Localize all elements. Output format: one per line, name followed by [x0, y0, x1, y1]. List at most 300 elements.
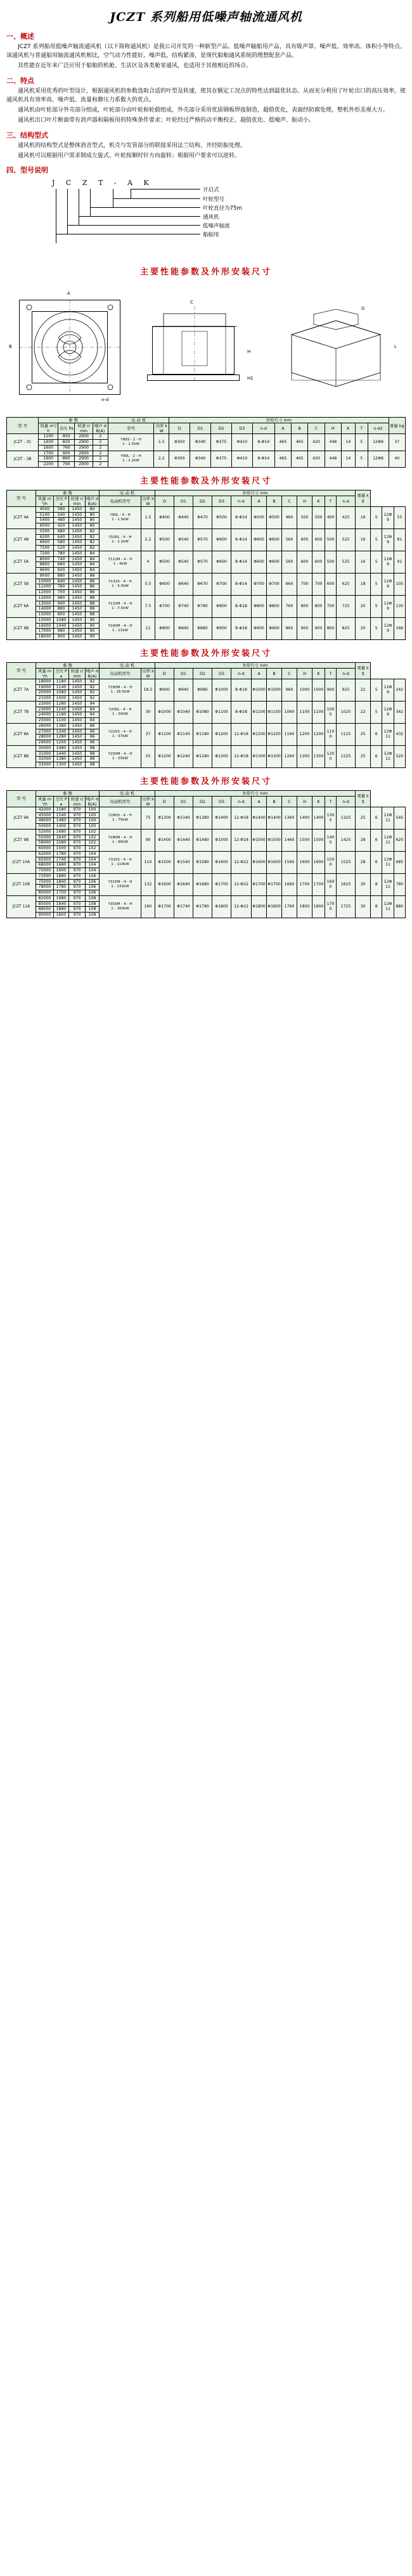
cell: 94	[86, 707, 100, 712]
cell: 1600	[39, 445, 58, 451]
cell: 970	[69, 862, 86, 868]
cell-dim: Φ600	[267, 529, 282, 551]
cell: 420	[308, 434, 325, 451]
table-row	[7, 451, 406, 456]
cell: 5	[355, 434, 368, 451]
cell: 5	[355, 451, 368, 467]
cell-dim: 1600	[325, 873, 337, 895]
cell-dim: Φ640	[174, 573, 193, 595]
cell: 102	[86, 829, 100, 835]
cell-dim: 25	[356, 807, 371, 829]
cell-dim: 12-Φ18	[231, 745, 252, 767]
cell-dim: Φ800	[267, 595, 282, 617]
cell-dim: 6	[371, 745, 382, 767]
cell: 1340	[54, 729, 69, 734]
cell: 1450	[69, 701, 86, 707]
cell: 6200	[36, 534, 54, 540]
cell: 18000	[36, 634, 54, 640]
cell: 90	[86, 623, 100, 629]
cell-dim: Φ1500	[212, 829, 231, 851]
cell-dim: 12Φ9	[382, 679, 394, 701]
cell-dim: Φ600	[155, 573, 174, 595]
cell: Φ300	[169, 451, 190, 467]
cell: 12000	[36, 595, 54, 601]
cell-dim: Φ900	[155, 679, 174, 701]
cell-dim: 12-Φ18	[231, 723, 252, 745]
cell-dim: 700	[325, 595, 337, 617]
cell: 1450	[69, 612, 86, 618]
cell: 1900	[39, 456, 58, 462]
cell-dim: Φ600	[212, 529, 231, 551]
th-D2: D2	[193, 496, 212, 506]
drawing-side-detail	[147, 306, 242, 382]
cell-dim: 5	[371, 573, 382, 595]
cell: 1450	[69, 601, 86, 606]
cell-dim: 1760	[282, 895, 297, 918]
cell-dim: 12Φ11	[382, 873, 394, 895]
cell-dim: Φ1000	[252, 679, 267, 701]
cell-dim: Φ1200	[212, 723, 231, 745]
th-D1: D1	[174, 796, 193, 807]
cell: 88	[86, 595, 100, 601]
cell: 80	[86, 512, 100, 518]
th-D: D	[155, 796, 174, 807]
table-row	[7, 617, 406, 623]
th-转速r/min: 转速 r/min	[69, 796, 86, 807]
cell-dim: 1060	[282, 701, 297, 723]
cell: 1450	[69, 579, 86, 584]
cell: 800	[54, 612, 69, 618]
cell-dim: Φ1000	[267, 679, 282, 701]
cell: 820	[58, 440, 75, 445]
cell: 448	[325, 451, 341, 467]
cell-dim: Φ540	[174, 529, 193, 551]
cell-dim: 1300	[297, 745, 312, 767]
cell-dim: Φ1300	[267, 745, 282, 767]
cell: 106	[86, 890, 100, 896]
th-参数: 参 数	[36, 490, 100, 496]
cell: 1450	[69, 762, 86, 768]
cell-dim: 242	[394, 679, 405, 701]
cell-dim: Φ800	[212, 595, 231, 617]
cell-dim: 12Φ9	[382, 506, 394, 529]
th-重量kg: 重量 kg	[356, 790, 371, 807]
th-D3: D3	[212, 796, 231, 807]
cell-dim: 1700	[325, 895, 337, 918]
spec-table-3	[6, 662, 406, 768]
cell: 970	[69, 885, 86, 890]
th-功率kW: 功率 kW	[142, 796, 154, 807]
th-A: A	[252, 496, 267, 506]
th-D2: D2	[211, 423, 232, 434]
drawing-label-K: L	[394, 344, 397, 350]
cell: 1450	[69, 757, 86, 762]
cell-model: JCZT 4A	[7, 506, 36, 529]
cell: 1700	[54, 890, 69, 896]
cell-dim: Φ440	[174, 506, 193, 529]
cell-dim: 30	[356, 873, 371, 895]
cell-dim: 5	[371, 595, 382, 617]
cell-model: JCZT 9B	[7, 829, 36, 851]
cell: 1450	[69, 506, 86, 512]
cell: 1400	[39, 440, 58, 445]
cell-dim: 600	[297, 551, 312, 573]
cell-dim: 18	[356, 573, 371, 595]
cell: 1300	[54, 762, 69, 768]
th-speed: 转速 r/min	[75, 423, 93, 434]
cell: 1580	[54, 807, 69, 812]
cell-dim: Φ500	[155, 551, 174, 573]
th-型号: 型 号	[7, 490, 36, 506]
cell-dim: Φ700	[212, 573, 231, 595]
cell: 1450	[69, 568, 86, 574]
cell-dim: 22	[356, 679, 371, 701]
th-全压Pa: 全压 Pa	[54, 796, 69, 807]
cell: Φ300	[169, 434, 190, 451]
cell-dim: Φ1180	[193, 723, 212, 745]
th-K: K	[312, 668, 325, 679]
cell: 1450	[69, 679, 86, 684]
section-heading-structure: 三、结构型式	[6, 131, 48, 139]
cell: 1450	[69, 745, 86, 751]
cell: 1450	[69, 623, 86, 629]
cell: 1450	[69, 518, 86, 523]
cell: 970	[69, 868, 86, 874]
cell-dim: 600	[312, 551, 325, 573]
cell-dim: Φ1100	[212, 701, 231, 723]
cell-dim: Φ900	[212, 617, 231, 639]
cell-dim: 900	[297, 617, 312, 639]
table-row	[7, 807, 406, 812]
cell-power: 1.5	[141, 506, 155, 529]
cell-dim: Φ1480	[193, 829, 212, 851]
cell-dim: 780	[394, 873, 405, 895]
cell-dim: Φ1340	[174, 807, 193, 829]
cell-dim: 1360	[282, 807, 297, 829]
cell-dim: Φ1100	[267, 701, 282, 723]
cell-dim: 1100	[325, 723, 337, 745]
cell-dim: 860	[282, 617, 297, 639]
cell: 1450	[69, 740, 86, 746]
cell-dim: Φ600	[252, 551, 267, 573]
cell-dim: 800	[312, 595, 325, 617]
cell: 15000	[36, 617, 54, 623]
cell-power: 55	[141, 745, 155, 767]
cell-dim: 12Φ11	[382, 807, 394, 829]
cell: 102	[86, 840, 100, 846]
cell: 102	[86, 846, 100, 852]
cell-dim: 28	[356, 829, 371, 851]
cell-dim: Φ570	[193, 529, 212, 551]
cell-dim: Φ1300	[212, 745, 231, 767]
cell: 1450	[69, 534, 86, 540]
cell: 86	[86, 584, 100, 590]
cell: 1450	[69, 729, 86, 734]
cell: 1.5	[154, 434, 169, 451]
cell: 1450	[69, 751, 86, 757]
cell-dim: 25	[356, 723, 371, 745]
cell: Φ410	[231, 434, 252, 451]
cell-dim: 91	[394, 551, 405, 573]
cell: 480	[54, 518, 69, 523]
th-D1: D1	[174, 668, 193, 679]
cell: 1450	[69, 584, 86, 590]
cell-dim: Φ500	[155, 529, 174, 551]
th-A: A	[274, 423, 291, 434]
cell-dim: Φ500	[212, 506, 231, 529]
cell: 1450	[69, 707, 86, 712]
cell: 90	[86, 634, 100, 640]
cell: 2	[93, 440, 108, 445]
cell-dim: Φ1280	[193, 745, 212, 767]
cell: 900	[58, 451, 75, 456]
cell: 70000	[36, 868, 54, 874]
cell: 108	[86, 901, 100, 907]
cell-dim: Φ1500	[267, 829, 282, 851]
cell-dim: 55	[394, 506, 405, 529]
cell: 14	[341, 434, 355, 451]
model-label-3: 通风机	[203, 214, 219, 221]
cell: 600	[54, 568, 69, 574]
cell: 16000	[36, 623, 54, 629]
cell-dim: Φ1000	[155, 701, 174, 723]
cell: 1450	[69, 540, 86, 546]
cell: 86	[86, 579, 100, 584]
th-n-d: n-d	[231, 796, 252, 807]
cell-dim: 12-Φ18	[231, 807, 252, 829]
cell-power: 18.5	[141, 679, 155, 701]
th-D3: D3	[212, 496, 231, 506]
cell-model: JCZT 6A	[7, 595, 36, 617]
th-noise: 噪声 dB(A)	[93, 423, 108, 434]
th-B: B	[267, 496, 282, 506]
cell: 680	[54, 562, 69, 568]
cell: 1380	[54, 757, 69, 762]
cell-dim: Φ1100	[155, 723, 174, 745]
cell: 1080	[54, 690, 69, 696]
features-paragraph-2: 通风机由叶轮部分外壳部分组成，叶轮部分由叶轮和轮毂组成，外壳部分采用优质钢板焊接制造，超值优化，表面经防腐处理，整机外形美观大方。	[18, 106, 389, 113]
cell-power: 30	[141, 701, 155, 723]
cell: 860	[58, 456, 75, 462]
cell-dim: Φ780	[193, 595, 212, 617]
cell: 580	[54, 506, 69, 512]
cell-dim: Φ1800	[267, 895, 282, 918]
cell-dim: Φ1400	[267, 807, 282, 829]
th-电动机: 电 动 机	[100, 790, 155, 796]
cell: 104	[86, 857, 100, 862]
cell-power: 110	[141, 851, 155, 873]
cell-model: JCZT 8A	[7, 723, 36, 745]
cell: 1450	[69, 617, 86, 623]
cell-dim: Φ1100	[252, 701, 267, 723]
cell: 32000	[36, 757, 54, 762]
cell-motor: Y200L - 4 - H 1 - 30kW	[100, 701, 141, 723]
cell-dim: 525	[337, 529, 356, 551]
cell-dim: 130	[394, 595, 405, 617]
cell-power: 7.5	[141, 595, 155, 617]
th-电动机型号: 电动机型号	[100, 496, 141, 506]
th-D2: D2	[193, 796, 212, 807]
cell: 31000	[36, 751, 54, 757]
cell: 48000	[36, 818, 54, 824]
cell: 5100	[36, 512, 54, 518]
cell: 420	[54, 523, 69, 529]
cell-motor: Y355M - 4 - H 1 - 160kW	[100, 895, 141, 918]
cell-dim: Φ600	[252, 529, 267, 551]
cell-dim: 600	[312, 529, 325, 551]
cell: 1780	[54, 851, 69, 857]
cell: 1100	[54, 718, 69, 724]
cell-dim: 12Φ9	[382, 617, 394, 639]
cell: 96	[86, 734, 100, 740]
cell-dim: 1225	[337, 745, 356, 767]
cell-dim: Φ840	[174, 617, 193, 639]
drawing-plan-circles	[19, 300, 120, 395]
cell-model: JCZT 11A	[7, 895, 36, 918]
th-n-d: n-d	[231, 668, 252, 679]
cell-model: JCZT 5B	[7, 573, 36, 595]
th-A: A	[252, 796, 267, 807]
cell-dim: 425	[337, 506, 356, 529]
cell-dim: 700	[312, 573, 325, 595]
cell: 1450	[69, 590, 86, 596]
cell-dim: 1200	[297, 723, 312, 745]
cell: 88	[86, 612, 100, 618]
cell: 92	[86, 690, 100, 696]
cell: 900	[54, 634, 69, 640]
cell-dim: Φ1580	[193, 851, 212, 873]
cell-dim: Φ540	[174, 551, 193, 573]
cell: 8800	[36, 562, 54, 568]
cell-dim: Φ1500	[252, 829, 267, 851]
cell-dim: 685	[394, 851, 405, 873]
cell-dim: 1460	[282, 829, 297, 851]
cell: 86	[86, 573, 100, 579]
cell-dim: 166	[394, 617, 405, 639]
cell-motor: Y315S - 4 - H 1 - 110kW	[100, 851, 141, 873]
structure-paragraph-1: 通风机的结构型式是整体消音型式，机壳与发管部分的联接采用法兰结构，并经防振处理。	[18, 142, 247, 149]
th-噪声dB(A): 噪声 dB(A)	[86, 496, 98, 506]
cell: 1500	[54, 846, 69, 852]
cell-dim: Φ700	[267, 573, 282, 595]
cell: 2	[93, 445, 108, 451]
cell: 1400	[54, 824, 69, 830]
table-row	[7, 723, 406, 729]
cell-dim: 1325	[337, 807, 356, 829]
th-参数: 参 数	[36, 662, 100, 668]
cell: 5500	[36, 529, 54, 534]
cell-model: JCZT 6B	[7, 617, 36, 639]
cell-power: 5.5	[141, 573, 155, 595]
cell: 1880	[54, 873, 69, 879]
cell-dim: Φ980	[193, 679, 212, 701]
spec-table-4	[6, 790, 406, 918]
cell-dim: Φ800	[155, 617, 174, 639]
cell: 1180	[54, 679, 69, 684]
cell: 940	[54, 601, 69, 606]
cell: 11000	[36, 584, 54, 590]
cell: Φ375	[211, 434, 232, 451]
cell: 2	[93, 434, 108, 440]
cell-dim: 8	[371, 895, 382, 918]
table-row	[7, 851, 406, 857]
cell-dim: 1300	[325, 807, 337, 829]
th-风量m³/h: 风量 m³/h	[36, 796, 54, 807]
cell-dim: Φ1300	[155, 807, 174, 829]
cell-dim: 1025	[337, 701, 356, 723]
model-label-5: 船舶用	[203, 232, 219, 239]
th-H: H	[325, 423, 341, 434]
cell-dim: 560	[282, 551, 297, 573]
th-K: K	[341, 423, 355, 434]
cell-dim: 520	[394, 745, 405, 767]
cell-dim: 432	[394, 723, 405, 745]
cell-motor: Y180M - 4 - H 1 - 18.5kW	[100, 679, 141, 701]
cell: 850	[58, 434, 75, 440]
cell: 98	[86, 745, 100, 751]
th-电动机型号: 电动机型号	[100, 796, 141, 807]
cell-dim: 1800	[297, 895, 312, 918]
cell-dim: Φ880	[193, 617, 212, 639]
cell: 12Φ8	[368, 451, 389, 467]
cell-dim: 1100	[297, 701, 312, 723]
cell-dim: Φ1400	[252, 807, 267, 829]
cell: 1080	[54, 617, 69, 623]
cell: 2900	[75, 451, 93, 456]
th-K: K	[312, 796, 325, 807]
section-heading-features: 二、特点	[6, 76, 34, 85]
cell: 970	[69, 857, 86, 862]
cell: 1450	[69, 512, 86, 518]
cell: 80	[86, 506, 100, 512]
cell-dim: 22	[356, 701, 371, 723]
cell-dim: Φ1600	[212, 851, 231, 873]
cell: 9600	[36, 568, 54, 574]
cell: 1240	[54, 707, 69, 712]
th-B: B	[292, 423, 308, 434]
cell-model: JCZT 5A	[7, 551, 36, 573]
cell: 40	[389, 451, 405, 467]
th-pressure: 全压 Pa	[58, 423, 75, 434]
cell-model: JCZT 7A	[7, 679, 36, 701]
cell-dim: 1600	[312, 851, 325, 873]
model-code-letters: J C Z T - A K	[52, 179, 153, 188]
cell-dim: Φ1700	[212, 873, 231, 895]
cell-dim: 12Φ9	[382, 573, 394, 595]
cell-dim: 8-Φ18	[231, 617, 252, 639]
th-全压Pa: 全压 Pa	[54, 496, 69, 506]
cell-dim: 1500	[312, 829, 325, 851]
cell: 970	[69, 846, 86, 852]
cell-dim: Φ740	[174, 595, 193, 617]
cell-dim: 825	[337, 617, 356, 639]
cell: 2900	[75, 445, 93, 451]
cell-dim: 1000	[325, 701, 337, 723]
cell: 88	[86, 601, 100, 606]
cell: 21000	[36, 696, 54, 702]
cell: 25000	[36, 718, 54, 724]
cell: 28000	[36, 734, 54, 740]
cell-dim: 1660	[282, 873, 297, 895]
cell-motor: Y280M - 4 - H 1 - 90kW	[100, 829, 141, 851]
cell: 33000	[36, 762, 54, 768]
cell-dim: Φ500	[267, 506, 282, 529]
table-row	[7, 551, 406, 556]
cell: 8-Φ14	[252, 451, 274, 467]
cell: 7200	[36, 551, 54, 556]
cell-dim: Φ700	[252, 573, 267, 595]
table-row	[7, 529, 406, 534]
